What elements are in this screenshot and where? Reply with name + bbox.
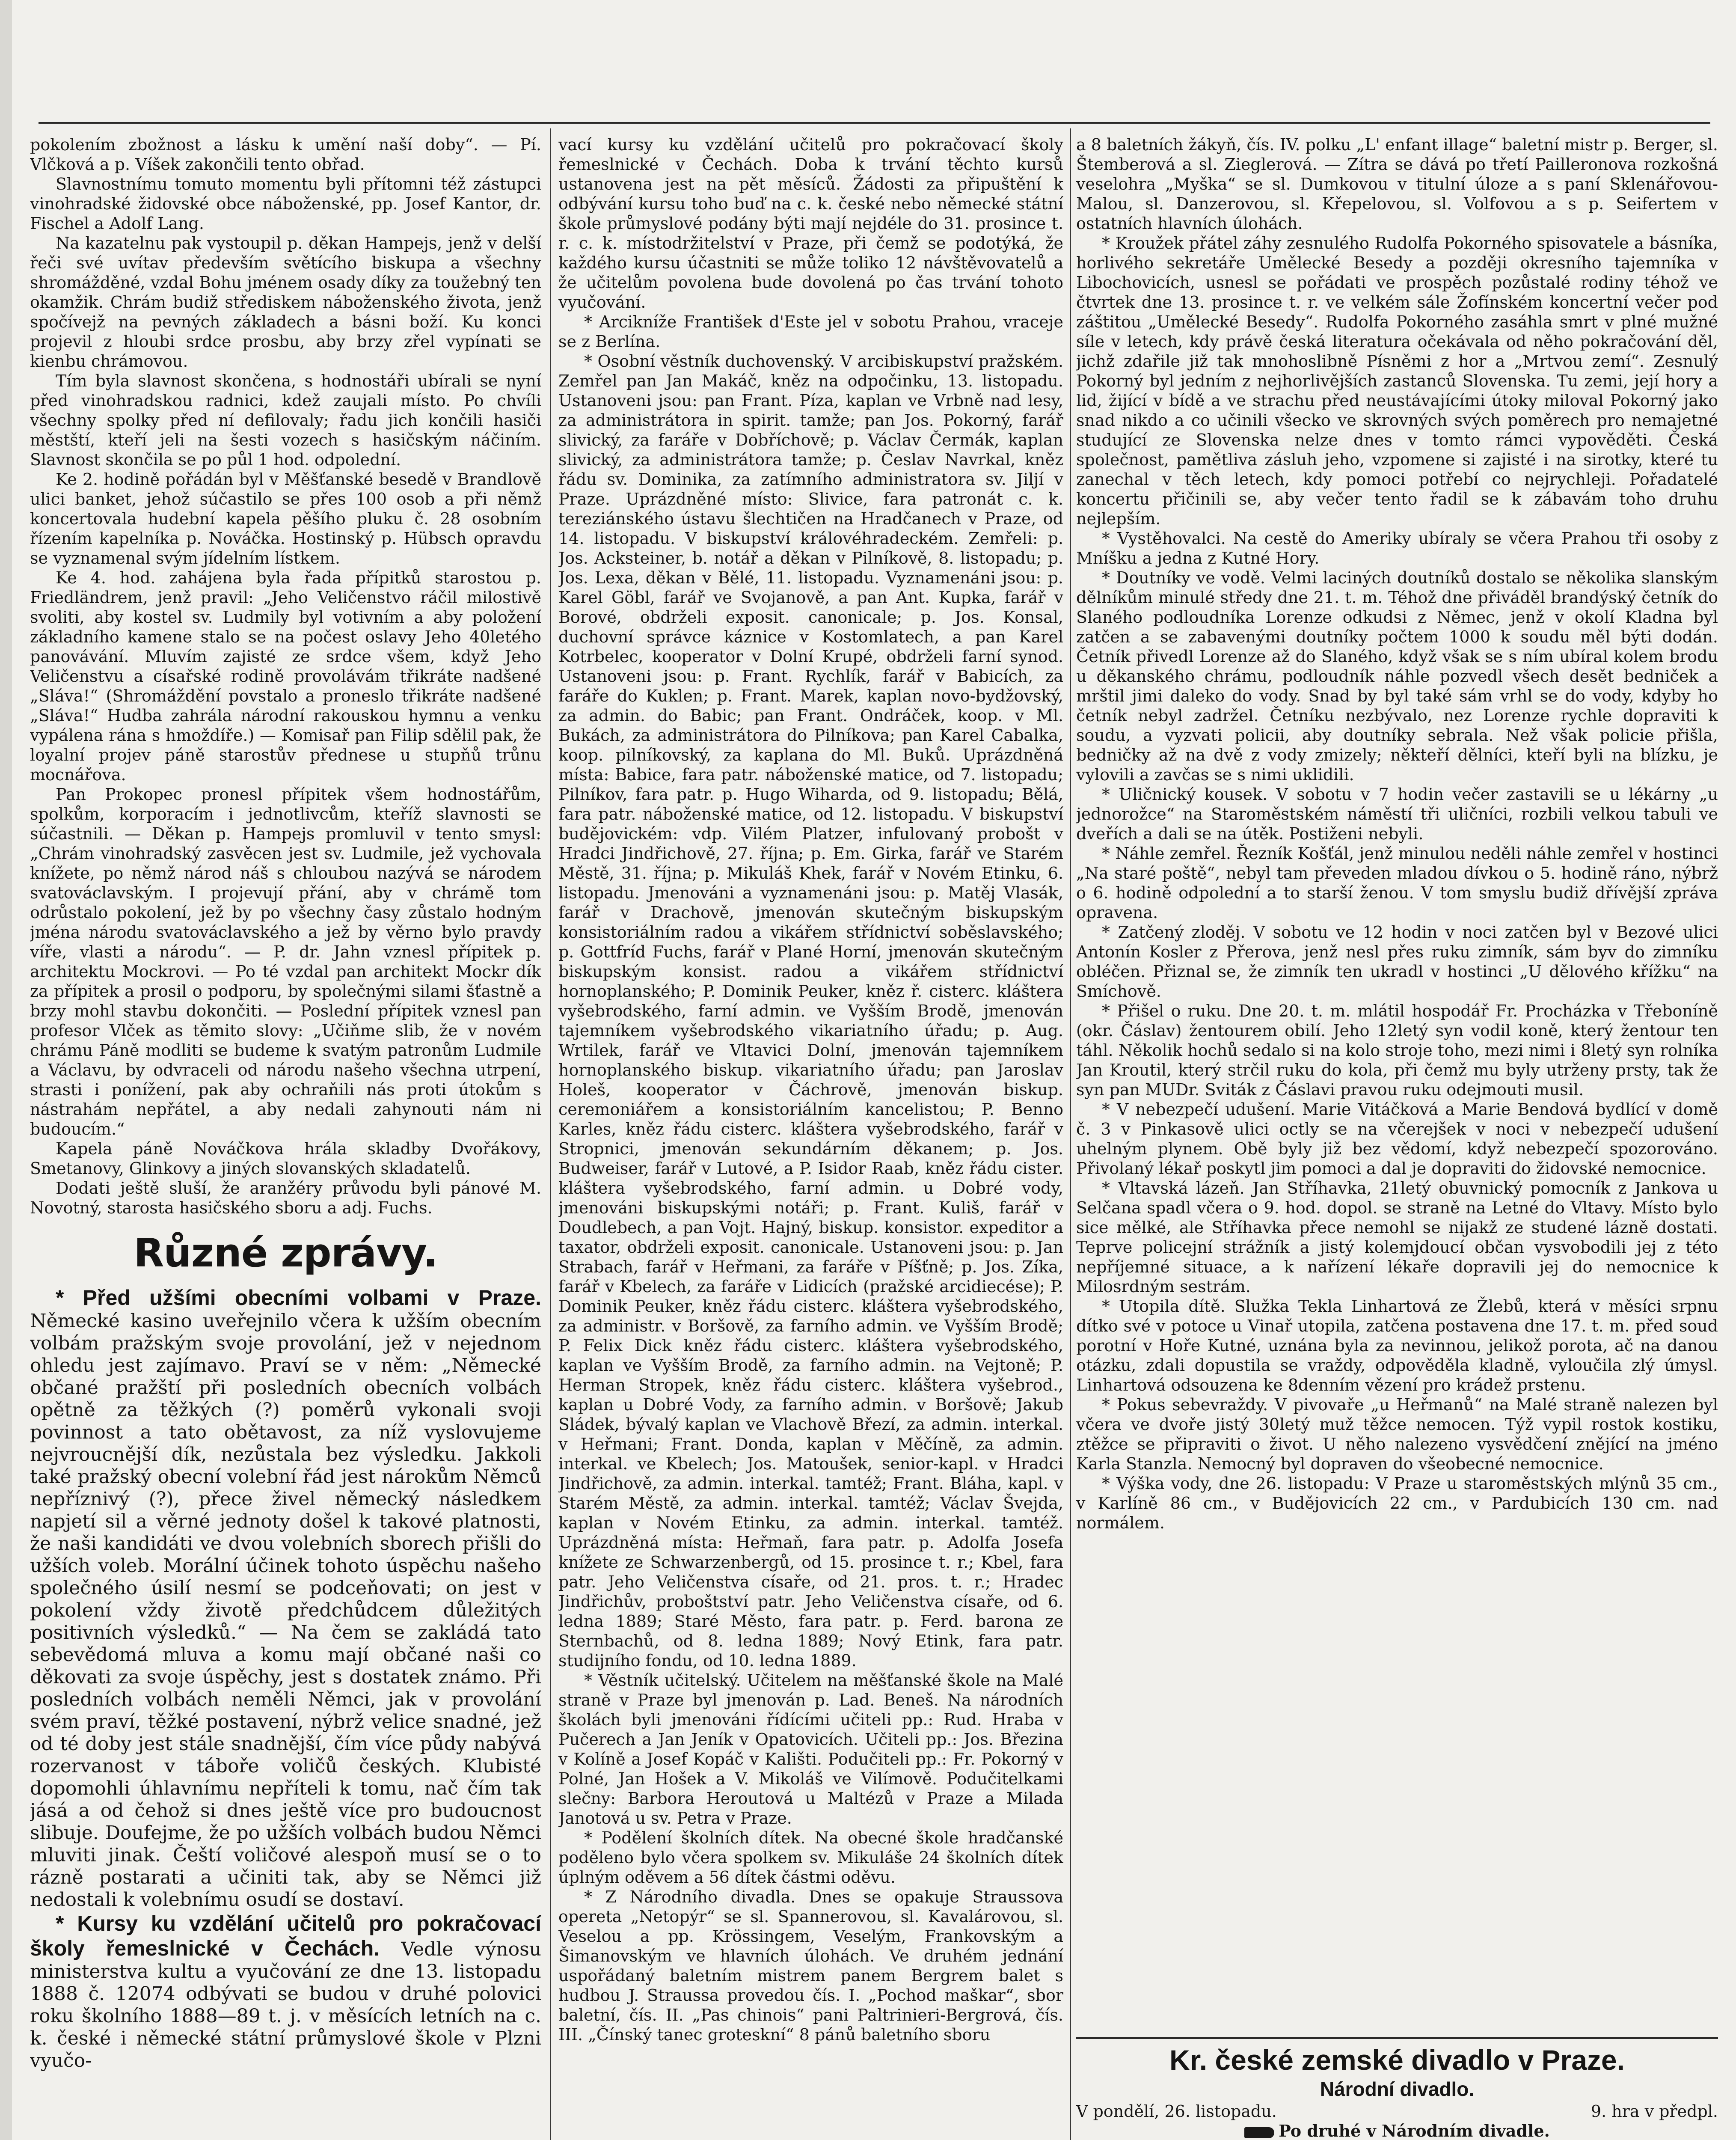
news-item: * Doutníky ve vodě. Velmi laciných doutníků dostalo se několika slanským dělníkům minulé středy dne 21. t. m. Téhož dne přiváděl brandýský četník do Slaného podloudníka Lorenze odkudsi z Němec, jenž v okolí Kladna byl zatčen a se zabavenými doutníky počtem 1000 k soudu měl býti dodán. Četník přivedl Lorenze až do Slaného, když však se s ním ubíral kolem brodu u děkanského chrámu, podloudník náhle pozvedl všech desět bedniček a mrštil jimi daleko do vody. Snad by byl také sám vrhl se do vody, kdyby ho četník nebyl zadržel. Četníku nezbývalo, nez Lorenze rychle dopraviti k soudu, a vyzvati policii, aby doutníky sebrala. Než však policie přišla, bedničky až na dvě z vody zmizely; někteří dělníci, kteří byli na blízku, je vylovili a zavčas se s nimi uklidili. [1076, 568, 1718, 784]
section-heading-wrap [30, 1230, 541, 1277]
news-text: Vedle výnosu ministerstva kultu a vyučování ze dne 13. listopadu 1888 č. 12074 odbývati se budou v druhé polovici roku školního 1888—89 t. j. v měsících letních na c. k. české i německé státní průmyslové škole v Plzni vyučo- [30, 1938, 541, 2072]
news-item: * Přišel o ruku. Dne 20. t. m. mlátil hospodář Fr. Procházka v Třeboníně (okr. Čáslav) žentourem obilí. Jeho 12letý syn vodil koně, který žentour ten táhl. Několik hochů sedalo si na kolo stroje toho, mezi nimi i 8letý syn rolníka Jan Kroutil, který strčil ruku do kola, při čemž mu byly utrženy prsty, tak že syn pan MUDr. Sviták z Čáslavi pravou ruku odejmouti musil. [1076, 1002, 1718, 1099]
news-item: * Věstník učitelský. Učitelem na měšťanské škole na Malé straně v Praze byl jmenován p. Lad. Beneš. Na národních školách byli jmenováni řídícími učiteli pp.: Rud. Hraba v Pučerech a Jan Jeník v Opatovicích. Učiteli pp.: Jos. Březina v Kolíně a Josef Kopáč v Kališti. Podučiteli pp.: Fr. Pokorný v Polné, Jan Hošek a V. Mikoláš ve Vilímově. Podučitelkami slečny: Barbora Heroutová u Maltézů v Praze a Milada Janotová u sv. Petra v Praze. [558, 1671, 1063, 1828]
news-item: * Z Národního divadla. Dnes se opakuje Straussova opereta „Netopýr“ se sl. Spannerovou, sl. Kavalárovou, sl. Veselou a pp. Krössingem, Veselým, Frankovským a Šimanovským ve hlavních úlohách. Ve druhém jednání uspořádaný baletním mistrem panem Bergrem balet s hudbou J. Straussa provedou čís. I. „Pochod maškar“, sbor baletní, čís. II. „Pas chinois“ pani Paltrinieri-Bergrová, čís. III. „Čínský tanec groteskní“ 8 pánů baletního sboru [558, 1887, 1063, 2044]
column-separator [1070, 128, 1071, 2140]
news-item: * Zatčený zloděj. V sobotu ve 12 hodin v noci zatčen byl v Bezové ulici Antonín Kosler z Přerova, jenž nesl přes ruku zimník, sám byv do zimníku obléčen. Přiznal se, že zimník ten ukradl v hostinci „U dělového křížku“ na Smíchově. [1076, 923, 1718, 1001]
news-item: * Náhle zemřel. Řezník Košťál, jenž minulou neděli náhle zemřel v hostinci „Na staré poště“, nebyl tam převeden mladou dívkou o 5. hodině ráno, nýbrž o 6. hodině odpolední a to starší ženou. V tom smyslu budiž dřívější zpráva opravena. [1076, 844, 1718, 922]
theatre-second-line [1076, 2121, 1718, 2140]
section-heading: Různé zprávy. [134, 1230, 438, 1276]
article-paragraph: Pan Prokopec pronesl přípitek všem hodnostářům, spolkům, korporacím i jednotlivcům, kteříž slavnosti se súčastnili. — Děkan p. Hampejs promluvil v tento smysl: „Chrám vinohradský zasvěcen jest sv. Ludmile, jež vychovala knížete, po němž národ náš s chloubou nazývá se národem svatováclavským. I projevují přání, aby v chrámě tom odrůstalo pokolení, jež by po všechny časy zůstalo hodným jména národu svatováclavského a jež by věrno bylo pravdy víře, vlasti a národu“. — P. dr. Jahn vznesl přípitek p. architektu Mockrovi. — Po té vzdal pan architekt Mockr dík za přípitek a prosil o podporu, by společnými silami šťastně a brzy mohl stavbu dokončiti. — Poslední přípitek vznesl pan profesor Vlček as těmito slovy: „Učiňme slib, že v novém chrámu Páně modliti se budeme k svatým patronům Ludmile a Václavu, by odvraceli od národu našeho všechna utrpení, strasti i ponížení, pak aby ochraňili nás proti útokům s nástrahám nepřátel, a aby nedali zahynouti nám ni budoucím.“ [30, 785, 541, 1138]
article-paragraph: Ke 4. hod. zahájena byla řada přípitků starostou p. Friedländrem, jenž pravil: „Jeho Veličenstvo ráčil milostivě svoliti, aby kostel sv. Ludmily byl votivním a aby položení základního kamene stalo se na počest oslavy Jeho 40letého panovávání. Mluvím zajisté ze srdce všem, když Jeho Veličenstvu a císařské rodině provolávám třikráte nadšené „Sláva!“ (Shromáždění povstalo a proneslo třikráte nadšené „Sláva!“ Hudba zahrála národní rakouskou hymnu a venku vypálena rána s hmoždíře.) — Komisař pan Filip sdělil pak, že loyalní projev páně starostův přednese u stupňů trůnu mocnářova. [30, 568, 541, 784]
news-item: * Arcikníže František d'Este jel v sobotu Prahou, vraceje se z Berlína. [558, 312, 1063, 351]
article-paragraph: Tím byla slavnost skončena, s hodnostáři ubírali se nyní před vinohradskou radnici, kdež zaujali místo. Po chvíli všechny spolky před ní defilovaly; řadu jich končili hasiči městští, kteří jeli na šesti vozech s hasičským náčiním. Slavnost skončila se po půl 1 hod. odpolední. [30, 372, 541, 469]
article-paragraph: a 8 baletních žákyň, čís. IV. polku „L' enfant illage“ baletní mistr p. Berger, sl. Štemberová a sl. Zieglerová. — Zítra se dává po třetí Pailleronova rozkošná veselohra „Myška“ se sl. Dumkovou v titulní úloze a s paní Sklenářovou-Malou, sl. Danzerovou, sl. Křepelovou, sl. Volfovou a s p. Seifertem v ostatních hlavních úlohách. [1076, 135, 1718, 233]
article-paragraph: Dodati ještě sluší, že aranžéry průvodu byli pánové M. Novotný, starosta hasičského sboru a adj. Fuchs. [30, 1179, 541, 1217]
news-item [30, 1285, 541, 1911]
news-item: * V nebezpečí udušení. Marie Vitáčková a Marie Bendová bydlící v domě č. 3 v Pinkasově ulici octly se na včerejšek v noci v nebezpečí udušení uhelným plynem. Obě byly již bez vědomí, když nebezpečí spozorováno. Přivolaný lékař poskytl jim pomoci a dal je dopraviti do židovské nemocnice. [1076, 1100, 1718, 1178]
theatre-announcement [1076, 2037, 1718, 2140]
news-item: * Uličnický kousek. V sobotu v 7 hodin večer zastavili se u lékárny „u jednorožce“ na Staroměstském náměstí tři uličníci, rozbili velkou tabuli ve dveřích a dali se na útěk. Postiženi nebyli. [1076, 785, 1718, 843]
news-item: * Kroužek přátel záhy zesnulého Rudolfa Pokorného spisovatele a básníka, horlivého sekretáře Umělecké Besedy a později okresního tajemníka v Libochovicích, usnesl se pořádati ve prospěch pozůstalé rodiny téhož ve čtvrtek dne 13. prosince t. r. ve velkém sále Žofínském koncertní večer pod záštitou „Umělecké Besedy“. Rudolfa Pokorného zasáhla smrt v plné mužné síle v letech, kdy právě česká literatura očekávala od něho pokračování děl, jichž zdařile již tak mnohoslibně Písněmi z hor a „Mrtvou zemí“. Zesnulý Pokorný byl jedním z nejhorlivějších zastanců Slovenska. Tu zemi, její hory a lid, žijící v bídě a ve strachu před neustávajícími útoky miloval Pokorný jako snad nikdo a co učinili všecko ve skrovných svých poměrech pro nemajetné studující ze Slovenska nelze dnes v tomto rámci vypověděti. Česká společnost, pamětliva zásluh jeho, vzpomene si zajisté i na sirotky, které tu zanechal v těch letech, kdy pomoci potřebí co nejrychleji. Pořadatelé koncertu přičinili se, aby večer tento řadil se k zábavám toho druhu nejlepším. [1076, 234, 1718, 528]
pointing-hand-icon [1244, 2127, 1274, 2138]
scan-edge [0, 0, 12, 2140]
news-item: * Utopila dítě. Služka Tekla Linhartová ze Žlebů, která v měsíci srpnu dítko své v potoce u Vinař utopila, zatčena postavena dne 17. t. m. před soud porotní v Hoře Kutné, uznána byla za nevinnou, jelikož porota, ač na danou otázku, zdali dopustila se vraždy, odpověděla kladně, vyloučila zlý úmysl. Linhartová odsouzena ke 8denním vězení pro krádež prstenu. [1076, 1297, 1718, 1394]
news-item: * Vystěhovalci. Na cestě do Ameriky ubíraly se včera Prahou tři osoby z Mníšku a jedna z Kutné Hory. [1076, 529, 1718, 568]
article-paragraph: Ke 2. hodině pořádán byl v Měšťanské besedě v Brandlově ulici banket, jehož súčastilo se přes 100 osob a při němž koncertovala hudební kapela pěšího pluku č. 28 osobním řízením kapelníka p. Nováčka. Hostinský p. Hübsch opravdu se vyznamenal svým jídelním lístkem. [30, 470, 541, 568]
article-paragraph: pokolením zbožnost a lásku k umění naší doby“. — Pí. Vlčková a p. Víšek zakončili tento obřad. [30, 135, 541, 174]
news-item: * Pokus sebevraždy. V pivovaře „u Heřmanů“ na Malé straně nalezen byl včera ve dvoře jistý 30letý muž těžce nemocen. Týž vypil rostok kostiku, ztěžce se připraviti o život. U něho nalezeno vysvědčení znějící na jméno Karla Stanzla. Nemocný byl dopraven do všeobecné nemocnice. [1076, 1395, 1718, 1473]
top-rule [39, 122, 1710, 124]
article-paragraph: Slavnostnímu tomuto momentu byli přítomni též zástupci vinohradské židovské obce náboženské, pp. Josef Kantor, dr. Fischel a Adolf Lang. [30, 175, 541, 233]
column-1 [30, 135, 541, 2140]
theatre-date-row [1076, 2101, 1718, 2121]
article-paragraph: Kapela páně Nováčkova hrála skladby Dvořákovy, Smetanovy, Glinkovy a jiných slovanských skladatelů. [30, 1139, 541, 1178]
theatre-second: Po druhé v Národním divadle. [1279, 2121, 1550, 2140]
article-paragraph: Na kazatelnu pak vystoupil p. děkan Hampejs, jenž v delší řeči své uvítav především světícího biskupa a všechny shromážděné, vzdal Bohu jménem osady díky za toužebný ten okamžik. Chrám budiž střediskem náboženského života, jenž spočívejž na pevných základech a básni boží. Ku konci projevil z hloubi srdce prosbu, aby brzy zřel vypínati se kienbu chrámovou. [30, 234, 541, 371]
theatre-series: 9. hra v předpl. [1591, 2102, 1718, 2121]
news-item: * Podělení školních dítek. Na obecné škole hradčanské poděleno bylo včera spolkem sv. Mikuláše 24 školních dítek úplným oděvem a 56 dítek částmi oděvu. [558, 1828, 1063, 1887]
news-item [30, 1911, 541, 2072]
theatre-title: Kr. české zemské divadlo v Praze. [1169, 2044, 1625, 2076]
news-text: Německé kasino uveřejnilo včera k užším obecním volbám pražským svoje provolání, jež v nejednom ohledu jest zajímavo. Praví se v něm: „Německé občané pražští při posledních obecních volbách opětně za těžkých (?) poměrů vykonali svoji povinnost a tato obětavost, za níž vyslovujeme nejvroucnější dík, nezůstala bez výsledku. Jakkoli také pražský obecní volební řád jest nárokům Němců nepříznivý (?), přece živel německý následkem napjetí sil a věrné jednoty došel k takové platnosti, že naši kandidáti ve dvou volebních sborech přišli do užších voleb. Morální účinek tohoto úspěchu našeho společného úsilí nesmí se podceňovati; on jest v pokolení vždy životě předchůdcem důležitých positivních výsledků.“ — Na čem se zakládá tato sebevědomá mluva a komu mají občané naši co děkovati za svoje úspěchy, jest s dostatek známo. Při posledních volbách neměli Němci, jak v provolání svém praví, těžké postavení, nýbrž velice snadné, jež od té doby jest stále snadnější, čím více půdy nabývá rozervanost v táboře voličů českých. Klubisté dopomohli úhlavnímu nepříteli k tomu, nač čím tak jásá a od čehož si dnes ještě více pro budoucnost slibuje. Doufejme, že po užších volbách budou Němci mluviti jinak. Čeští voličové alespoň musí se o to rázně postarati a učiniti tak, aby se Němci již nedostali k volebnímu osudí se dostaví. [30, 1310, 541, 1911]
news-item: * Osobní věstník duchovenský. V arcibiskupství pražském. Zemřel pan Jan Makáč, kněz na odpočinku, 13. listopadu. Ustanoveni jsou: pan Frant. Píza, kaplan ve Vrbně nad lesy, za administrátora in spirit. tamže; pan Jos. Pokorný, farář slivický, za faráře v Dobříchově; p. Václav Čermák, kaplan slivický, za administrátora tamže; p. Česlav Navrkal, kněz řádu sv. Dominika, za zatímního administratora sv. Jiljí v Praze. Uprázdněné místo: Slivice, fara patronát c. k. tereziánského ústavu šlechtičen na Hradčanech v Praze, od 14. listopadu. V biskupství královéhradeckém. Zemřeli: p. Jos. Acksteiner, b. notář a děkan v Pilníkově, 8. listopadu; p. Jos. Lexa, děkan v Bělé, 11. listopadu. Vyznamenáni jsou: p. Karel Göbl, farář ve Svojanově, a pan Ant. Kupka, farář v Borové, obdrželi exposit. canonicale; p. Jos. Konsal, duchovní správce káznice v Kostomlatech, a pan Karel Kotrbelec, kooperator v Dolní Krupé, obdrželi farní synod. Ustanoveni jsou: p. Frant. Rychlík, farář v Babicích, za faráře do Kuklen; p. Frant. Marek, kaplan novo-bydžovský, za admin. do Babic; pan Frant. Ondráček, koop. v Ml. Bukách, za administrátora do Pilníkova; pan Karel Cabalka, koop. pilníkovský, za kaplana do Ml. Buků. Uprázdněná místa: Babice, fara patr. náboženské matice, od 7. listopadu; Pilníkov, fara patr. p. Hugo Wiharda, od 9. listopadu; Bělá, fara patr. náboženské matice, od 12. listopadu. V biskupství budějovickém: vdp. Vilém Platzer, infulovaný probošt v Hradci Jindřichově, 27. října; p. Em. Girka, farář ve Starém Městě, 31. října; p. Mikuláš Khek, farář v Novém Etinku, 6. listopadu. Jmenováni a vyznamenáni jsou: p. Matěj Vlasák, farář v Drachově, jmenován skutečným biskupským konsistoriálním radou a vikářem střídnictví soběslavského; p. Gottfríd Fuchs, farář v Plané Horní, jmenován skutečným biskupským konsist. radou a vikářem střídnictví hornoplanského; P. Dominik Peuker, kněz ř. cisterc. kláštera vyšebrodského, farní admin. ve Vyšším Brodě, jmenován tajemníkem vyšebrodského vikariatního úřadu; p. Aug. Wrtilek, farář ve Vltavici Dolní, jmenován tajemníkem hornoplanského biskup. vikariatního úřadu; pan Jaroslav Holeš, kooperator v Čáchrově, jmenován biskup. ceremoniářem a konsistoriálním kancelistou; P. Benno Karles, kněz řádu cisterc. kláštera vyšebrodského, farář v Stropnici, jmenován sekundárním děkanem; p. Jos. Budweiser, farář v Lutové, a P. Isidor Raab, kněz řádu cister. kláštera vyšebrodského, farní admin. u Dobré vody, jmenováni biskupskými notáři; p. Frant. Kuliš, farář v Doudlebech, a pan Vojt. Hajný, biskup. konsistor. expeditor a taxator, obdrželi exposit. canonicale. Ustanoveni jsou: p. Jan Strabach, farář v Heřmani, za faráře v Píšťně; p. Jos. Zíka, farář v Kbelech, za faráře v Lidicích (pražské arcidiecése); P. Dominik Peuker, kněz řádu cisterc. kláštera vyšebrodského, za administr. v Boršově, za farního admin. ve Vyšším Brodě; P. Felix Dick kněz řádu cisterc. kláštera vyšebrodského, kaplan ve Vyšším Brodě, za farního admin. na Vejtoně; P. Herman Stropek, kněz řádu cisterc. kláštera vyšebrod., kaplan u Dobré Vody, za farního admin. v Boršově; Jakub Sládek, bývalý kaplan ve Vlachově Březí, za admin. interkal. v Heřmani; Frant. Donda, kaplan v Měčíně, za admin. interkal. ve Kbelech; Jos. Matoušek, senior-kapl. v Hradci Jindřichově, za admin. interkal. tamtéž; Frant. Bláha, kapl. v Starém Městě, za admin. interkal. tamtéž; Václav Švejda, kaplan v Novém Etinku, za admin. interkal. tamtéž. Uprázdněná místa: Heřmaň, fara patr. p. Adolfa Josefa knížete ze Schwarzenbergů, od 15. prosince t. r.; Kbel, fara patr. Jeho Veličenstva císaře, od 21. pros. t. r.; Hradec Jindřichův, proboštství patr. Jeho Veličenstva císaře, od 6. ledna 1889; Staré Město, fara patr. p. Ferd. barona ze Sternbachů, od 8. ledna 1889; Nový Etink, fara patr. studijního fondu, od 10. ledna 1889. [558, 352, 1063, 1670]
theatre-subtitle: Národní divadlo. [1320, 2078, 1475, 2100]
column-separator [550, 128, 551, 2140]
news-item: * Výška vody, dne 26. listopadu: V Praze u staroměstských mlýnů 35 cm., v Karlíně 86 cm., v Budějovicích 22 cm., v Pardubicích 130 cm. nad normálem. [1076, 1474, 1718, 1532]
column-3 [1076, 135, 1718, 2027]
news-lead: * Kursy ku vzdělání učitelů pro pokračovací školy řemeslnické v Čechách. [30, 1911, 541, 1960]
column-2 [558, 135, 1063, 2140]
news-item: * Vltavská lázeň. Jan Stříhavka, 21letý obuvnický pomocník z Jankova u Selčana spadl včera o 9. hod. dopol. se straně na Letné do Vltavy. Místo bylo sice mělké, ale Stříhavka přece nemohl se nijakž ze studené lázně dostati. Teprve policejní strážník a jistý kolemjdoucí občan vysvobodili jej z této nepříjemné situace, a k nařízení lékaře dopravili jej do nemocnice k Milosrdným sestrám. [1076, 1179, 1718, 1296]
theatre-date: V pondělí, 26. listopadu. [1076, 2102, 1277, 2121]
article-paragraph: vací kursy ku vzdělání učitelů pro pokračovací školy řemeslnické v Čechách. Doba k trvání těchto kursů ustanovena jest na pět měsíců. Žádosti za připuštění k odbývání kursu toho buď na c. k. české nebo německé státní škole průmyslové podány býti mají nejdéle do 31. prosince t. r. c. k. místodržitelství v Praze, při čemž se podotýká, že každého kursu účastniti se může toliko 12 návštěvovatelů a že učitelům povolena bude dovolená po čas trvání tohoto vyučování. [558, 135, 1063, 312]
news-lead: * Před užšími obecními volbami v Praze. [56, 1286, 541, 1310]
